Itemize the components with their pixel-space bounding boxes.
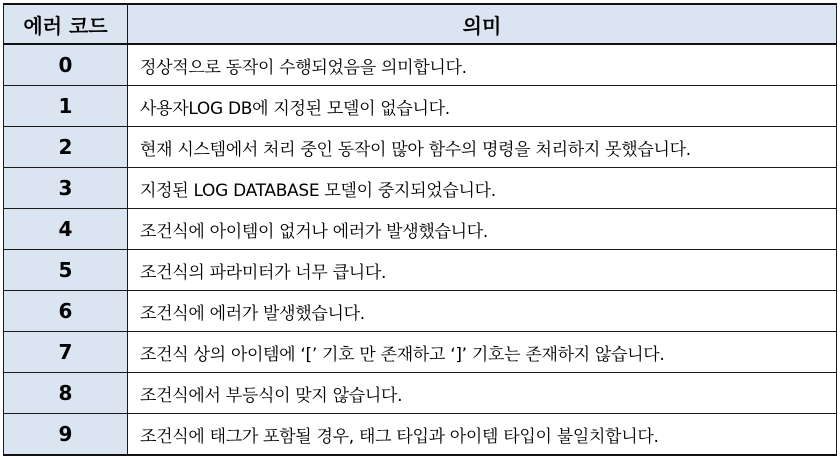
meaning-cell: 정상적으로 동작이 수행되었음을 의미합니다. — [128, 44, 837, 86]
header-meaning: 의미 — [128, 4, 837, 44]
meaning-cell: 조건식에 태그가 포함될 경우, 태그 타입과 아이템 타입이 불일치합니다. — [128, 414, 837, 456]
error-code-table — [3, 3, 837, 456]
table-row — [4, 86, 837, 127]
error-code-cell: 1 — [4, 86, 128, 127]
table-row — [4, 168, 837, 209]
table-row — [4, 44, 837, 86]
error-code-cell: 8 — [4, 373, 128, 414]
table-row — [4, 291, 837, 332]
meaning-cell: 조건식에서 부등식이 맞지 않습니다. — [128, 373, 837, 414]
table-header — [4, 4, 837, 44]
meaning-cell: 조건식의 파라미터가 너무 큽니다. — [128, 250, 837, 291]
meaning-cell: 조건식에 아이템이 없거나 에러가 발생했습니다. — [128, 209, 837, 250]
error-code-cell: 7 — [4, 332, 128, 373]
error-code-cell: 0 — [4, 44, 128, 86]
error-code-cell: 4 — [4, 209, 128, 250]
meaning-cell: 조건식 상의 아이템에 ‘[’ 기호 만 존재하고 ‘]’ 기호는 존재하지 않습니다. — [128, 332, 837, 373]
meaning-cell: 조건식에 에러가 발생했습니다. — [128, 291, 837, 332]
table-row — [4, 127, 837, 168]
header-row — [4, 4, 837, 44]
meaning-cell: 사용자LOG DB에 지정된 모델이 없습니다. — [128, 86, 837, 127]
table-row — [4, 373, 837, 414]
error-code-cell: 9 — [4, 414, 128, 456]
error-code-cell: 3 — [4, 168, 128, 209]
header-error-code: 에러 코드 — [4, 4, 128, 44]
error-code-cell: 6 — [4, 291, 128, 332]
error-code-cell: 2 — [4, 127, 128, 168]
meaning-cell: 지정된 LOG DATABASE 모델이 중지되었습니다. — [128, 168, 837, 209]
table-body — [4, 44, 837, 455]
table-row — [4, 209, 837, 250]
table-row — [4, 332, 837, 373]
error-code-cell: 5 — [4, 250, 128, 291]
table-row — [4, 250, 837, 291]
meaning-cell: 현재 시스템에서 처리 중인 동작이 많아 함수의 명령을 처리하지 못했습니다. — [128, 127, 837, 168]
table-row — [4, 414, 837, 456]
